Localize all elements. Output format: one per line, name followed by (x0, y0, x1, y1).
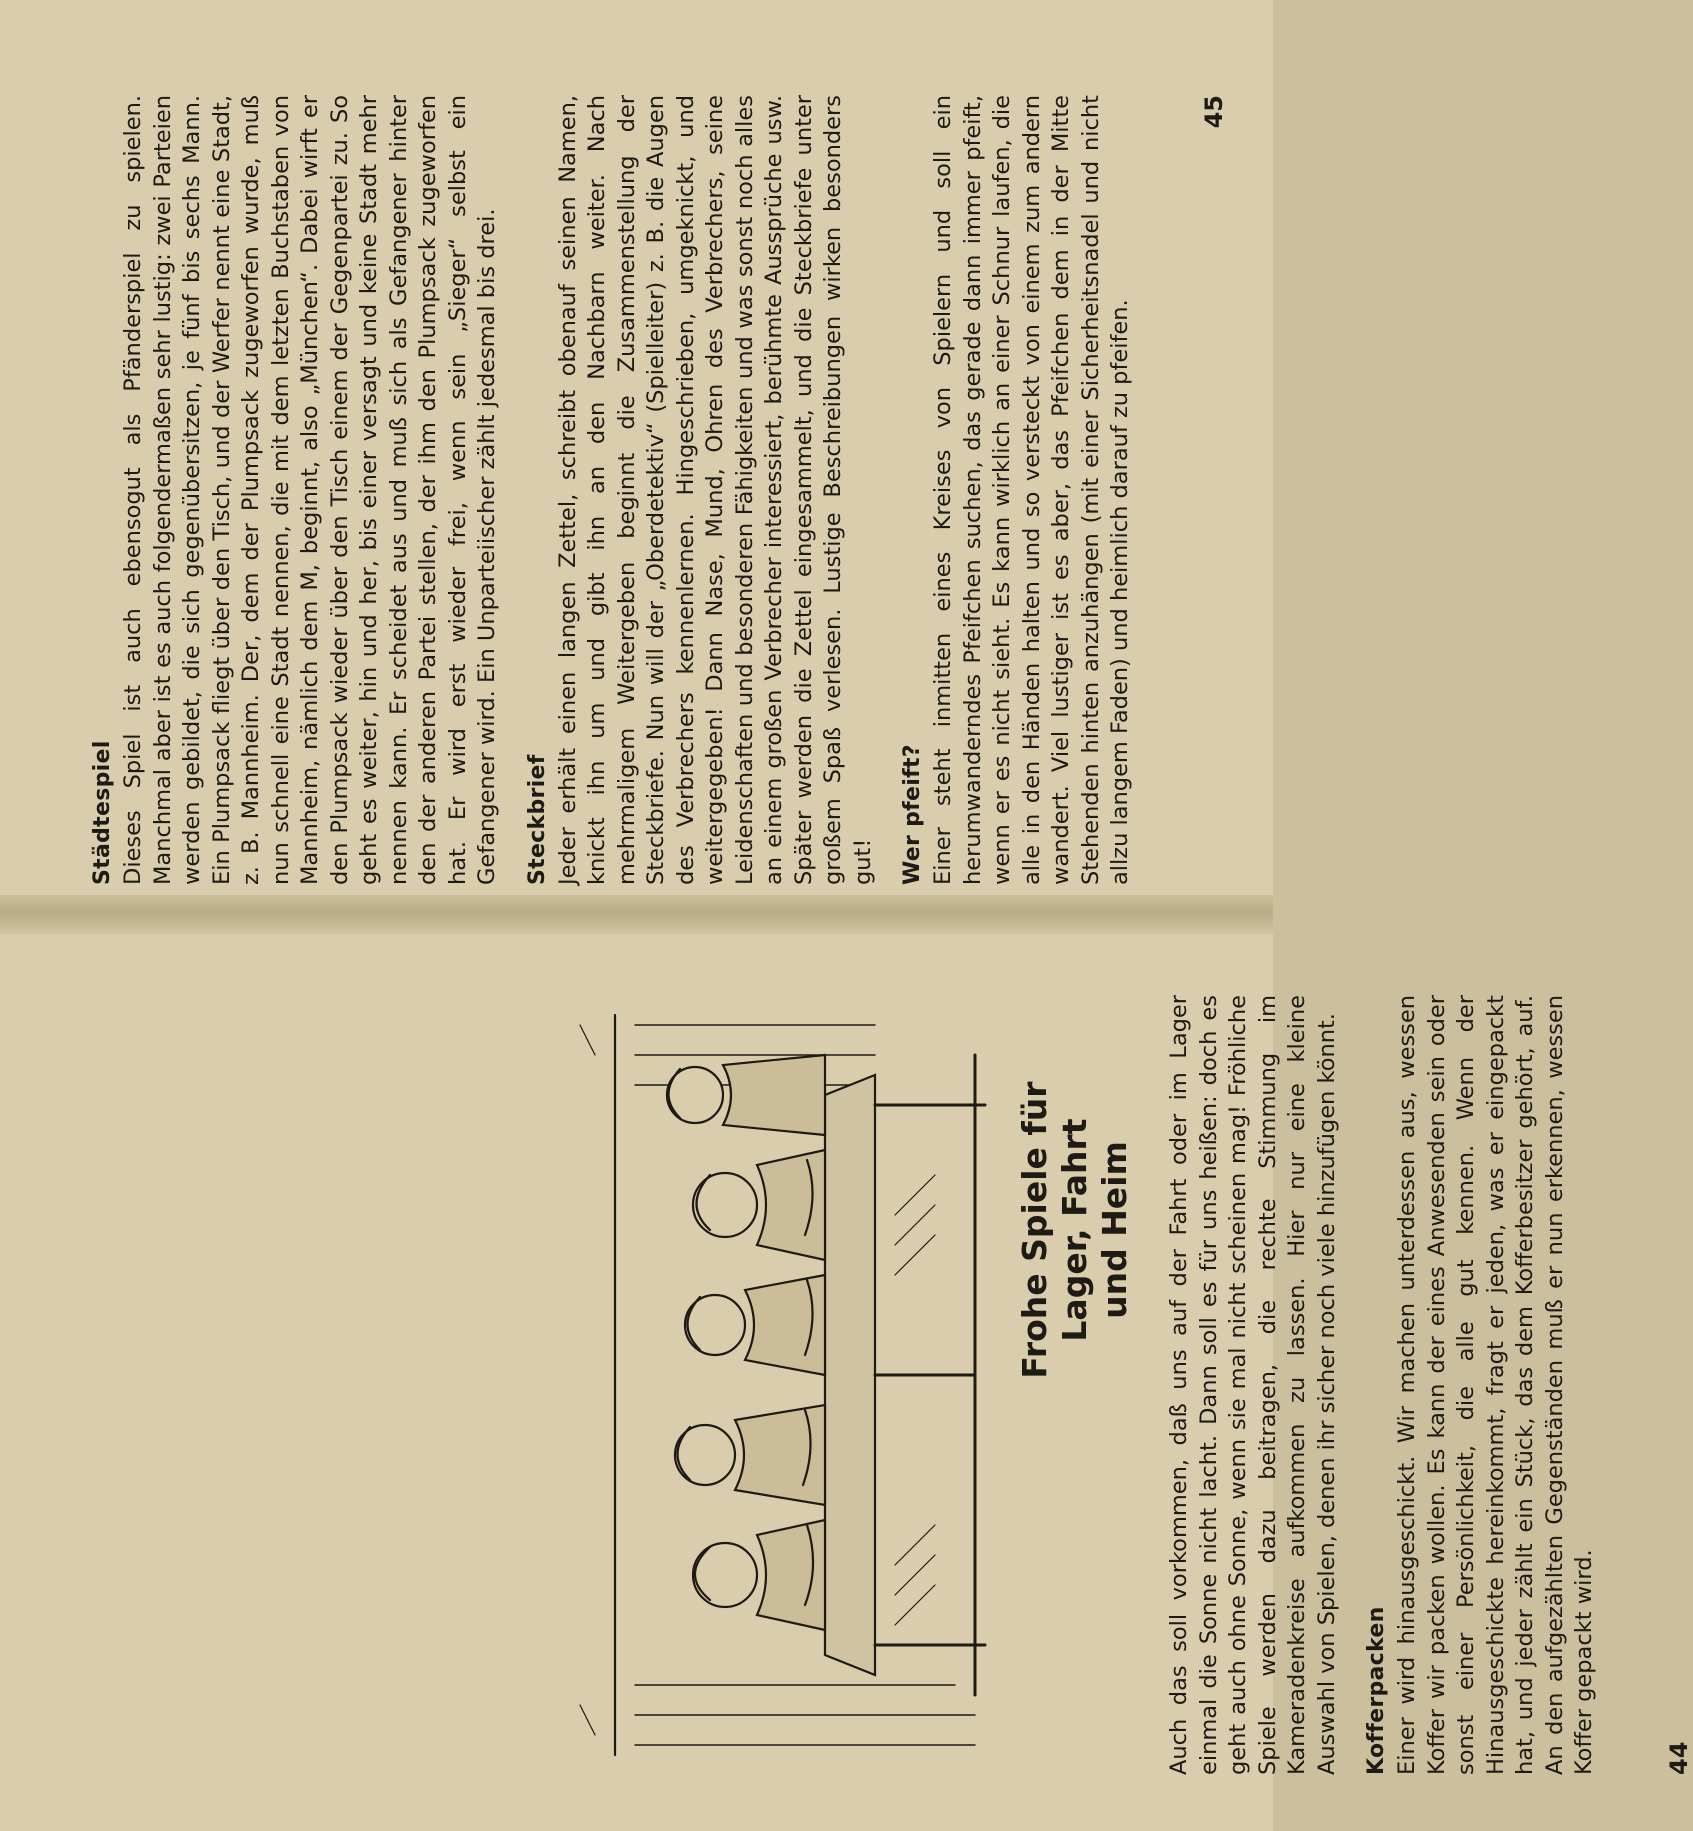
page-44 (575, 995, 1693, 1775)
title-line-2: und Heim (1095, 1141, 1134, 1319)
intro-paragraph: Auch das soll vorkommen, daß uns auf der Fahrt oder im Lager einmal die Sonne nicht lacht. Dann soll es für uns heißen: doch es geht auch ohne Sonne, wenn sie mal nicht scheinen mag! Fröhliche Spiele werden dazu beitragen, die rechte Stimmung im Kameradenkreise aufkommen zu lassen. Hier nur eine kleine Auswahl von Spielen, denen ihr sicher noch viele hinzufügen könnt. (1166, 995, 1340, 1775)
title-line-1: Frohe Spiele für Lager, Fahrt (1015, 1081, 1094, 1379)
book-gutter (0, 895, 1273, 935)
section-heading: Steckbrief (524, 754, 550, 885)
page-title (1015, 1055, 1135, 1405)
section-heading: Wer pfeift? (900, 744, 925, 885)
section-steckbrief (525, 95, 879, 885)
section-body: Dieses Spiel ist auch ebensogut als Pfänderspiel zu spielen. Manchmal aber ist es auch folgendermaßen sehr lustig: zwei Parteien werden gebildet, die sich gegenübersitzen, je fünf bis sechs Mann. Ein Plumpsack fliegt über den Tisch, und der Werfer nennt eine Stadt, z. B. Mannheim. Der, dem der Plumpsack zugeworfen wurde, muß nun schnell eine Stadt nennen, die mit dem letzten Buchstaben von Mannheim, nämlich dem M, beginnt, also „München“. Dabei wirft er den Plumpsack wieder über den Tisch einem der Gegenpartei zu. So geht es weiter, hin und her, bis einer versagt und keine Stadt mehr nennen kann. Er scheidet aus und muß sich als Gefangener hinter den der anderen Partei stellen, der ihm den Plumpsack zugeworfen hat. Er wird erst wieder frei, wenn sein „Sieger“ selbst ein Gefangener wird. Ein Unparteiischer zählt jedesmal bis drei. (120, 95, 500, 885)
page-number: 45 (1200, 95, 1228, 129)
intro-block (1165, 995, 1622, 1775)
section-staedtespiel (90, 95, 503, 885)
section-heading: Kofferpacken (1364, 1606, 1389, 1775)
page-45 (90, 95, 1240, 885)
section-body: Einer wird hinausgeschickt. Wir machen unterdessen aus, wessen Koffer wir packen wollen. Es kann der eines Anwesenden sein oder sonst einer Persönlichkeit, die alle gut kennen. Wenn der Hinausgeschickte hereinkommt, fragt er jeden, was er eingepackt hat, und jeder zählt ein Stück, das dem Kofferbesitzer gehört, auf. An den aufgezählten Gegenständen muß er nun erkennen, wessen Koffer gepackt wird. (1394, 995, 1597, 1775)
section-heading: Städtespiel (90, 740, 115, 885)
page-number: 44 (1665, 1741, 1693, 1775)
woodcut-illustration (575, 995, 1005, 1775)
section-kofferpacken (1364, 995, 1600, 1775)
section-body: Einer steht inmitten eines Kreises von Spielern und soll ein herumwanderndes Pfeifchen suchen, das gerade dann immer pfeift, wenn er es nicht sieht. Es kann wirklich an einer Schnur laufen, die alle in den Händen halten und so versteckt von einem zum andern wandert. Viel lustiger ist es aber, das Pfeifchen dem in der Mitte Stehenden hinten anzuhängen (mit einer Sicherheitsnadel und nicht allzu langem Faden) und heimlich darauf zu pfeifen. (930, 95, 1133, 885)
section-wer-pfeift (900, 95, 1136, 885)
section-body: Jeder erhält einen langen Zettel, schreibt obenauf seinen Namen, knickt ihn um und gibt ihn an den Nachbarn weiter. Nach mehrmaligem Weitergeben beginnt die Zusammenstellung der Steckbriefe. Nun will der „Oberdetektiv“ (Spielleiter) z. B. die Augen des Verbrechers kennenlernen. Hingeschrieben, umgeknickt, und weitergegeben! Dann Nase, Mund, Ohren des Verbrechers, seine Leidenschaften und besonderen Fähigkeiten und was sonst noch alles an einem großen Verbrecher interessiert, berühmte Aussprüche usw. Später werden die Zettel eingesammelt, und die Steckbriefe unter großem Spaß verlesen. Lustige Beschreibungen wirken besonders gut! (554, 95, 876, 885)
